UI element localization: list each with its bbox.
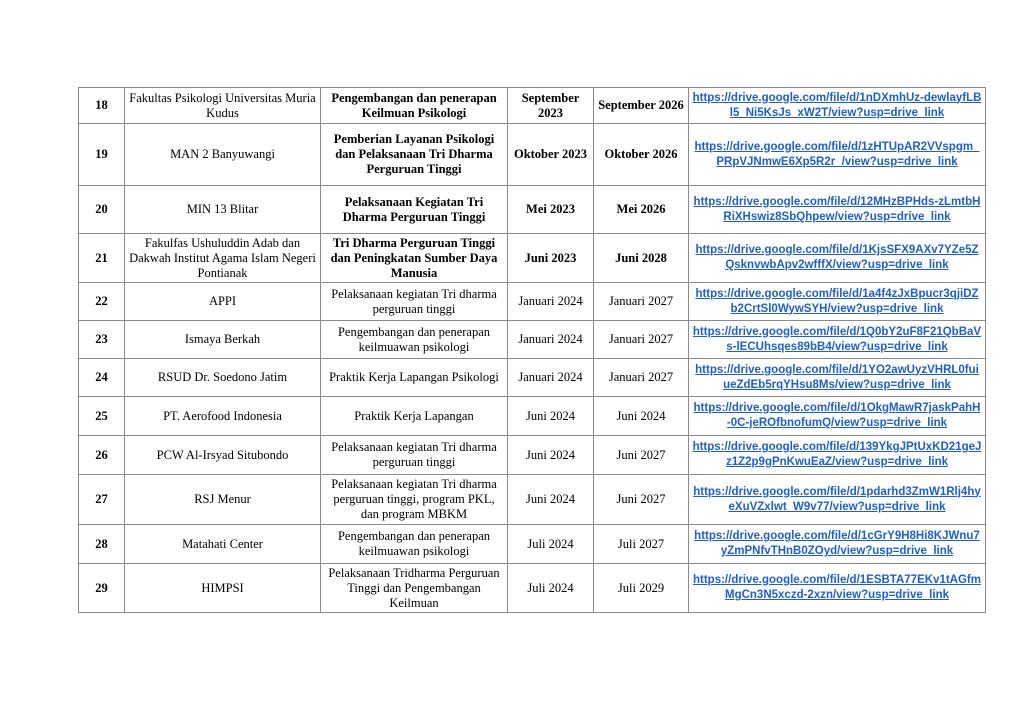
row-number: 27 bbox=[79, 475, 125, 525]
row-number: 22 bbox=[79, 283, 125, 321]
table-row bbox=[79, 525, 986, 564]
end-date: Juli 2029 bbox=[594, 564, 689, 613]
start-date: Oktober 2023 bbox=[508, 124, 594, 186]
end-date: September 2026 bbox=[594, 88, 689, 124]
end-date: Juni 2024 bbox=[594, 397, 689, 436]
end-date: Juni 2027 bbox=[594, 436, 689, 475]
row-number: 25 bbox=[79, 397, 125, 436]
start-date: Juni 2024 bbox=[508, 475, 594, 525]
start-date: September 2023 bbox=[508, 88, 594, 124]
activity-description: Pelaksanaan kegiatan Tri dharma perguruan tinggi, program PKL, dan program MBKM bbox=[321, 475, 508, 525]
end-date: Januari 2027 bbox=[594, 283, 689, 321]
document-link[interactable]: https://drive.google.com/file/d/1Q0bY2uF8F21QbBaVs-lECUhsqes89bB4/view?usp=drive_link bbox=[692, 325, 982, 353]
partner-name: MAN 2 Banyuwangi bbox=[125, 124, 321, 186]
activity-description: Tri Dharma Perguruan Tinggi dan Peningkatan Sumber Daya Manusia bbox=[321, 234, 508, 283]
activity-description: Pengembangan dan penerapan keilmuawan psikologi bbox=[321, 321, 508, 359]
row-number: 29 bbox=[79, 564, 125, 613]
table-row bbox=[79, 234, 986, 283]
document-link-cell bbox=[689, 234, 986, 283]
document-link[interactable]: https://drive.google.com/file/d/1ESBTA77EKv1tAGfmMgCn3N5xczd-2xzn/view?usp=drive_link bbox=[693, 574, 981, 601]
document-link-cell bbox=[689, 475, 986, 525]
document-link[interactable]: https://drive.google.com/file/d/1zHTUpAR2VVspgm_PRpVJNmwE6Xp5R2r_/view?usp=drive_link bbox=[694, 140, 980, 168]
start-date: Januari 2024 bbox=[508, 321, 594, 359]
activity-description: Praktik Kerja Lapangan Psikologi bbox=[321, 359, 508, 397]
partner-name: PCW Al-Irsyad Situbondo bbox=[125, 436, 321, 475]
document-link-cell bbox=[689, 283, 986, 321]
table-row bbox=[79, 321, 986, 359]
row-number: 28 bbox=[79, 525, 125, 564]
start-date: Juli 2024 bbox=[508, 525, 594, 564]
table-row bbox=[79, 88, 986, 124]
activity-description: Praktik Kerja Lapangan bbox=[321, 397, 508, 436]
document-link[interactable]: https://drive.google.com/file/d/12MHzBPHds-zLmtbHRiXHswiz8SbQhpew/view?usp=drive_link bbox=[693, 195, 981, 223]
table-body bbox=[79, 88, 986, 613]
document-link-cell bbox=[689, 124, 986, 186]
table-row bbox=[79, 436, 986, 475]
partner-name: RSJ Menur bbox=[125, 475, 321, 525]
end-date: Mei 2026 bbox=[594, 186, 689, 234]
activity-description: Pelaksanaan Kegiatan Tri Dharma Perguruan Tinggi bbox=[321, 186, 508, 234]
end-date: Oktober 2026 bbox=[594, 124, 689, 186]
document-link[interactable]: https://drive.google.com/file/d/1a4f4zJxBpucr3qjiDZb2CrtSl0WywSYH/view?usp=drive_link bbox=[695, 287, 979, 315]
activity-description: Pelaksanaan Tridharma Perguruan Tinggi dan Pengembangan Keilmuan bbox=[321, 564, 508, 613]
partner-name: RSUD Dr. Soedono Jatim bbox=[125, 359, 321, 397]
row-number: 21 bbox=[79, 234, 125, 283]
document-link-cell bbox=[689, 525, 986, 564]
document-link[interactable]: https://drive.google.com/file/d/1pdarhd3ZmW1Rlj4hyeXuVZxlwt_W9v77/view?usp=drive_link bbox=[693, 485, 981, 513]
document-link-cell bbox=[689, 397, 986, 436]
document-link-cell bbox=[689, 436, 986, 475]
table-row bbox=[79, 475, 986, 525]
row-number: 23 bbox=[79, 321, 125, 359]
row-number: 19 bbox=[79, 124, 125, 186]
document-link[interactable]: https://drive.google.com/file/d/1OkgMawR7jaskPahH-0C-jeROfbnofumQ/view?usp=drive_link bbox=[693, 402, 981, 429]
document-link[interactable]: https://drive.google.com/file/d/1KjsSFX9AXv7YZe5ZQsknvwbApv2wfffX/view?usp=drive_link bbox=[695, 244, 979, 271]
table-row bbox=[79, 359, 986, 397]
table-row bbox=[79, 564, 986, 613]
document-link[interactable]: https://drive.google.com/file/d/139YkgJPtUxKD21geJz1Z2p9gPnKwuEaZ/view?usp=drive_link bbox=[692, 441, 982, 468]
start-date: Juni 2023 bbox=[508, 234, 594, 283]
start-date: Januari 2024 bbox=[508, 283, 594, 321]
row-number: 18 bbox=[79, 88, 125, 124]
end-date: Juni 2028 bbox=[594, 234, 689, 283]
table-row bbox=[79, 186, 986, 234]
table-row bbox=[79, 283, 986, 321]
row-number: 26 bbox=[79, 436, 125, 475]
table-row bbox=[79, 397, 986, 436]
partner-name: HIMPSI bbox=[125, 564, 321, 613]
partner-name: Fakultas Psikologi Universitas Muria Kudus bbox=[125, 88, 321, 124]
document-link-cell bbox=[689, 359, 986, 397]
activity-description: Pelaksanaan kegiatan Tri dharma perguruan tinggi bbox=[321, 283, 508, 321]
agreements-table bbox=[78, 87, 986, 613]
activity-description: Pemberian Layanan Psikologi dan Pelaksanaan Tri Dharma Perguruan Tinggi bbox=[321, 124, 508, 186]
end-date: Juli 2027 bbox=[594, 525, 689, 564]
document-link[interactable]: https://drive.google.com/file/d/1YO2awUyzVHRL0fuiueZdEb5rqYHsu8Ms/view?usp=drive_link bbox=[695, 363, 979, 391]
document-link[interactable]: https://drive.google.com/file/d/1nDXmhUz-dewlayfLBl5_Ni5KsJs_xW2T/view?usp=drive_link bbox=[692, 91, 982, 119]
table-row bbox=[79, 124, 986, 186]
row-number: 20 bbox=[79, 186, 125, 234]
start-date: Juli 2024 bbox=[508, 564, 594, 613]
activity-description: Pelaksanaan kegiatan Tri dharma perguruan tinggi bbox=[321, 436, 508, 475]
document-link[interactable]: https://drive.google.com/file/d/1cGrY9H8Hi8KJWnu7yZmPNfvTHnB0ZOyd/view?usp=drive_link bbox=[694, 530, 980, 557]
document-link-cell bbox=[689, 88, 986, 124]
start-date: Juni 2024 bbox=[508, 397, 594, 436]
partner-name: Matahati Center bbox=[125, 525, 321, 564]
document-link-cell bbox=[689, 186, 986, 234]
document-link-cell bbox=[689, 564, 986, 613]
partner-name: Ismaya Berkah bbox=[125, 321, 321, 359]
start-date: Mei 2023 bbox=[508, 186, 594, 234]
document-link-cell bbox=[689, 321, 986, 359]
end-date: Januari 2027 bbox=[594, 359, 689, 397]
activity-description: Pengembangan dan penerapan Keilmuan Psikologi bbox=[321, 88, 508, 124]
partner-name: Fakulfas Ushuluddin Adab dan Dakwah Institut Agama Islam Negeri Pontianak bbox=[125, 234, 321, 283]
partner-name: PT. Aerofood Indonesia bbox=[125, 397, 321, 436]
activity-description: Pengembangan dan penerapan keilmuawan psikologi bbox=[321, 525, 508, 564]
end-date: Januari 2027 bbox=[594, 321, 689, 359]
partner-name: MIN 13 Blitar bbox=[125, 186, 321, 234]
row-number: 24 bbox=[79, 359, 125, 397]
start-date: Januari 2024 bbox=[508, 359, 594, 397]
start-date: Juni 2024 bbox=[508, 436, 594, 475]
partner-name: APPI bbox=[125, 283, 321, 321]
end-date: Juni 2027 bbox=[594, 475, 689, 525]
